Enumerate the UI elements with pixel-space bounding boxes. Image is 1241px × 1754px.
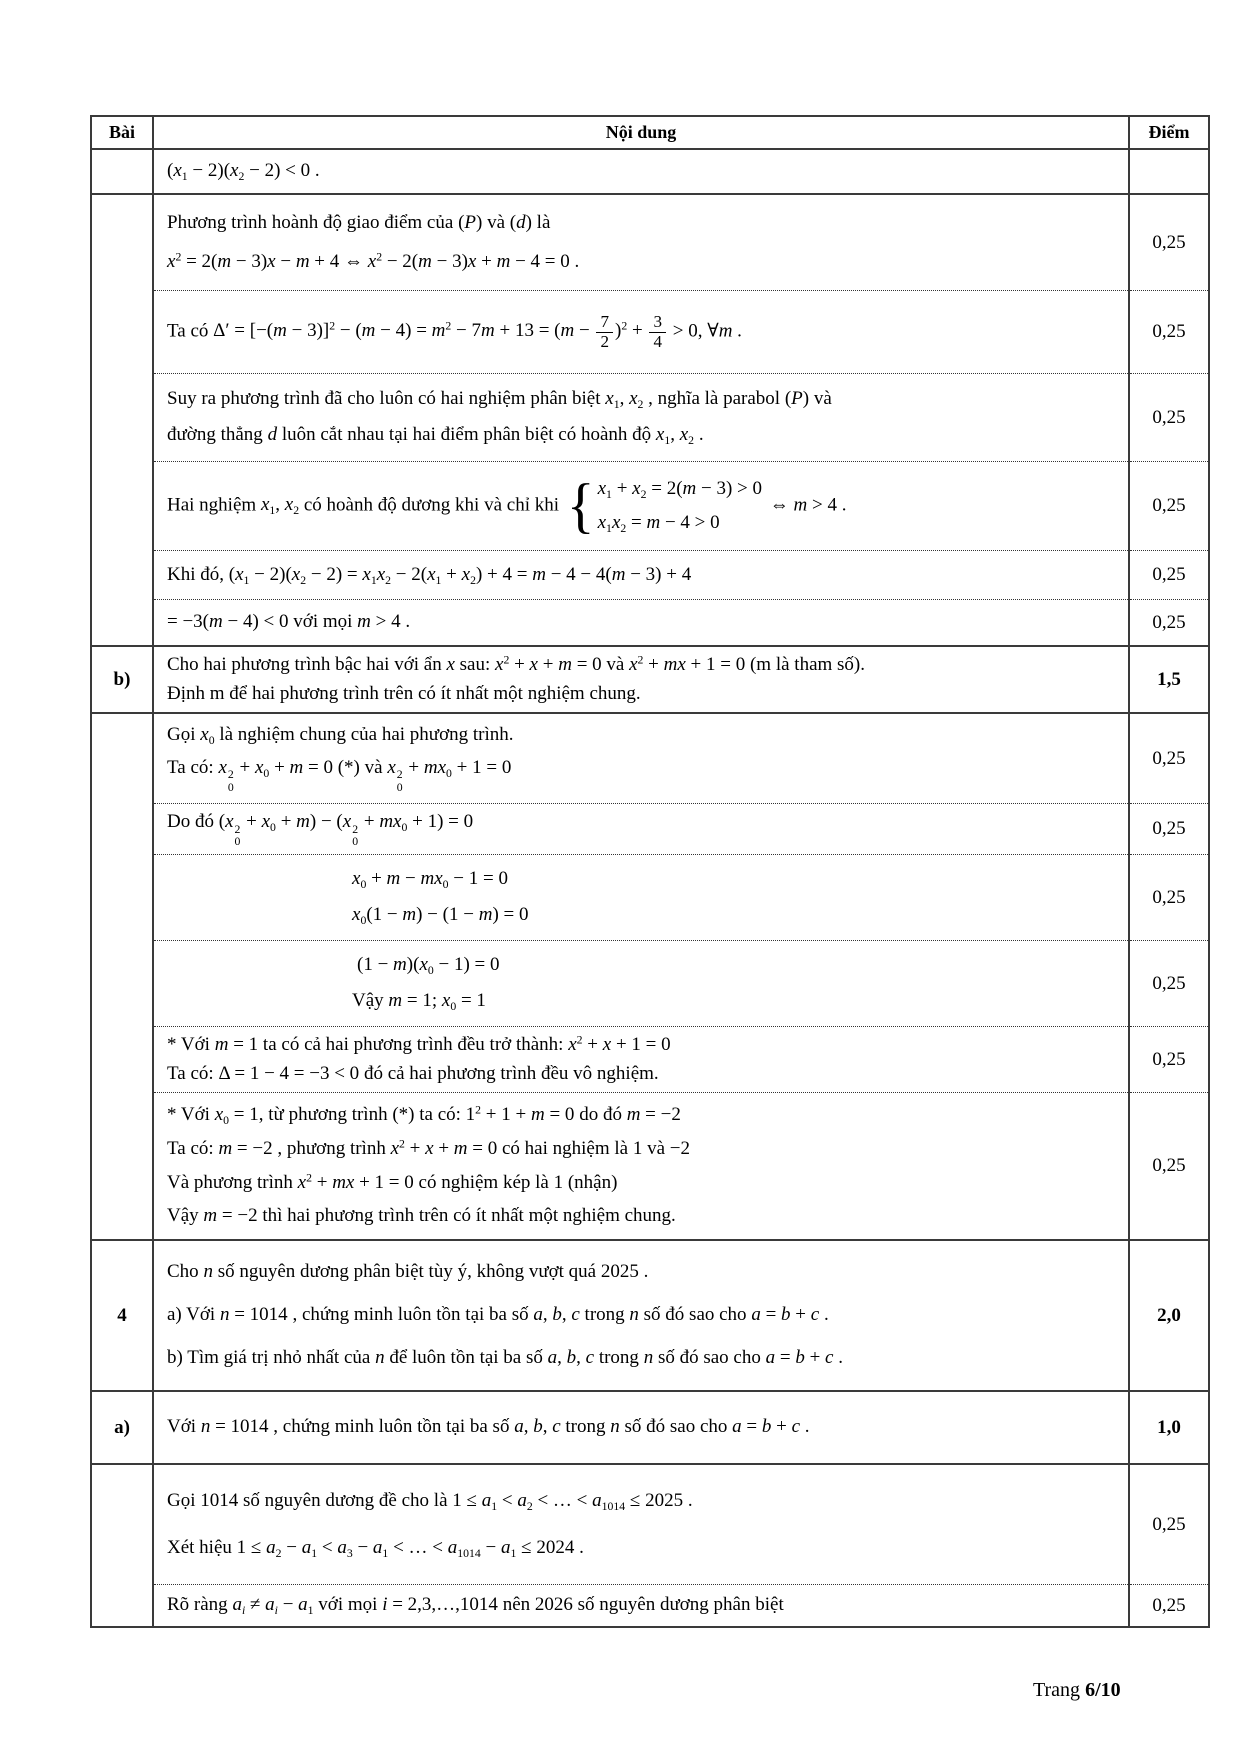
- math-run: (P): [784, 387, 810, 409]
- math-run: $(x_1 - 2)(x_2 - 2) < 0$ .: [167, 160, 320, 184]
- text-run: luôn cắt nhau tại hai điểm phân biệt có hoành độ: [281, 424, 656, 446]
- text-run: thì hai phương trình trên có ít nhất một nghiệm chung.: [257, 1205, 676, 1227]
- text-run: với mọi: [288, 611, 358, 633]
- math-run: $x^2 + x + m = 0$: [495, 653, 602, 675]
- content-line: [167, 471, 1120, 540]
- text-run: trong: [594, 1347, 644, 1369]
- col-header-diem: Điểm: [1129, 116, 1209, 149]
- text-run: Ta có:: [167, 1137, 219, 1159]
- math-run: $x^2$ + mx + 1 = 0: [297, 1171, 414, 1193]
- content-line: [167, 1489, 1120, 1514]
- math-run: $x_0 = 1$,: [214, 1104, 264, 1128]
- math-run: m = 1; $x_0 = 1$: [388, 990, 486, 1014]
- content-line: [167, 1346, 1120, 1371]
- table-row: [91, 804, 1209, 855]
- table-row: [91, 291, 1209, 374]
- text-run: , chứng minh luôn tồn tại ba số: [268, 1416, 515, 1438]
- text-run: , nghĩa là parabol: [643, 387, 785, 409]
- content-cell: [153, 600, 1129, 647]
- page-number: [1033, 1679, 1121, 1702]
- text-run: .: [800, 1416, 810, 1438]
- stacked-script: 2 0: [396, 768, 403, 794]
- table-row: [91, 713, 1209, 804]
- math-run: a = b + c: [732, 1416, 801, 1438]
- score-cell: 0,25: [1129, 551, 1209, 600]
- score-cell: 0,25: [1129, 462, 1209, 551]
- problem-label-cell: [91, 1464, 153, 1627]
- text-run: Cho: [167, 1261, 204, 1283]
- text-run: có hoành độ dương khi và chỉ khi: [299, 494, 564, 516]
- math-run: $1^2 + 1 + m = 0$: [465, 1103, 575, 1126]
- left-brace: {: [566, 471, 595, 540]
- text-run: Vậy: [167, 1205, 204, 1227]
- table-row: [91, 1585, 1209, 1628]
- text-run: Định m để hai phương trình trên có ít nhất một nghiệm chung.: [167, 682, 641, 704]
- content-line: [167, 867, 1120, 892]
- problem-label-cell: [91, 713, 153, 1240]
- text-run: là: [531, 211, 551, 233]
- text-run: và: [359, 756, 388, 778]
- math-run: n: [375, 1347, 385, 1369]
- content-cell: [153, 374, 1129, 462]
- content-line: [167, 1415, 1120, 1440]
- math-run: n: [203, 1261, 213, 1283]
- text-run: Phương trình hoành độ giao điểm của: [167, 211, 459, 233]
- math-run: n = 1014: [219, 1304, 288, 1326]
- content-line: [167, 563, 1120, 588]
- table-row: [91, 551, 1209, 600]
- content-cell: [153, 855, 1129, 941]
- math-run: $x^2 + x + 1 = 0$: [568, 1033, 671, 1055]
- text-run: đường thẳng: [167, 424, 268, 446]
- math-run: $\Delta' = [-(m - 3)]^2 - (m - 4) = m^2 - 7m + 13 = (m$ −: [213, 319, 595, 342]
- content-line: [167, 1033, 1120, 1058]
- content-line: [167, 1204, 1120, 1229]
- math-run: m = −2: [626, 1104, 681, 1126]
- content-line: [167, 723, 1120, 748]
- math-run: ⇔ m > 4 .: [765, 494, 847, 516]
- content-line: [167, 211, 1120, 236]
- text-run: Cho hai phương trình bậc hai với ẩn: [167, 653, 447, 675]
- page-number-value: 6/10: [1085, 1679, 1121, 1701]
- math-run: n: [629, 1304, 639, 1326]
- table-row: [91, 941, 1209, 1027]
- table-row: [91, 194, 1209, 291]
- table-row: [91, 462, 1209, 551]
- table-row: [91, 855, 1209, 941]
- text-run: đó cả hai phương trình đều vô nghiệm.: [359, 1062, 659, 1084]
- stacked-script: 2 0: [227, 768, 234, 794]
- math-run: )$^2$ +: [615, 319, 648, 342]
- text-run: và: [482, 211, 510, 233]
- content-line: [167, 1260, 1120, 1285]
- content-cell: [153, 1391, 1129, 1464]
- math-run: $x_0(1 - m) - (1 - m) = 0$: [352, 904, 529, 928]
- text-run: trong: [579, 1304, 630, 1326]
- content-cell: [153, 1240, 1129, 1391]
- math-run: $x_1$, $x_2$: [260, 494, 300, 518]
- fraction: $\frac{3}{4}$: [649, 313, 666, 352]
- content-line: [167, 387, 1120, 412]
- math-run: $1 \le a_1 < a_2$ < … < $a_{1014} \le 2025$ .: [452, 1489, 693, 1513]
- text-run: do đó: [574, 1104, 627, 1126]
- text-run: nên 2026 số nguyên dương phân biệt: [497, 1594, 784, 1616]
- problem-label-cell: a): [91, 1391, 153, 1464]
- text-run: có nghiệm kép là 1 (nhận): [413, 1171, 618, 1193]
- table-row: [91, 1093, 1209, 1241]
- math-run: a = b + c: [751, 1304, 820, 1326]
- math-run: $x^2 = 2(m - 3)x - m + 4$ ⇔ $x^2 - 2(m - 3)x + m - 4 = 0$ .: [167, 250, 580, 272]
- text-run: Và phương trình: [167, 1171, 298, 1193]
- content-line: [167, 653, 1120, 678]
- math-run: $x_1$, $x_2$: [655, 424, 695, 448]
- text-run: và: [809, 387, 832, 409]
- content-line: [167, 1593, 1120, 1618]
- math-run: (d): [509, 211, 532, 233]
- content-line: [167, 756, 1120, 795]
- score-cell: 1,0: [1129, 1391, 1209, 1464]
- math-run: m = 1: [214, 1033, 259, 1055]
- score-cell: 0,25: [1129, 855, 1209, 941]
- table-row: [91, 646, 1209, 713]
- math-run: (x 2 0 + $x_0 + m) - (x$ 2 0 + $mx_0 + 1) = 0$: [218, 810, 474, 848]
- content-line: [167, 810, 1120, 849]
- text-run: Ta có:: [167, 1062, 219, 1084]
- problem-label-cell: b): [91, 646, 153, 713]
- math-run: $x_0 + m - mx_0 - 1 = 0$: [352, 868, 508, 892]
- text-run: số đó sao cho: [638, 1304, 752, 1326]
- content-line: [167, 1303, 1120, 1328]
- math-run: n = 1014: [200, 1416, 269, 1438]
- math-run: Δ = 1 − 4 = −3 < 0: [218, 1062, 360, 1084]
- text-run: sau:: [454, 653, 495, 675]
- math-run: a = b + c: [765, 1347, 834, 1369]
- answer-key-table: [90, 115, 1210, 1628]
- content-line: [167, 610, 1120, 635]
- problem-label-cell: [91, 194, 153, 646]
- content-cell: [153, 1027, 1129, 1093]
- table-row: [91, 374, 1209, 462]
- content-cell: [153, 194, 1129, 291]
- math-run: $a_i \ne a_i - a_1$: [232, 1594, 314, 1618]
- page-number-prefix: Trang: [1033, 1679, 1086, 1701]
- text-run: .: [819, 1304, 829, 1326]
- problem-label-cell: [91, 149, 153, 194]
- math-run: a, b, c: [547, 1347, 595, 1369]
- math-run: x 2 0 + $x_0 + m = 0$ (*): [218, 756, 360, 794]
- text-run: (m là tham số).: [745, 653, 866, 675]
- table-row: [91, 1391, 1209, 1464]
- text-run: * Với: [167, 1033, 215, 1055]
- content-cell: [153, 713, 1129, 804]
- math-run: x: [446, 653, 455, 675]
- math-run: m > 4 .: [357, 611, 411, 633]
- math-run: $x^2 + x + m = 0$: [390, 1137, 498, 1159]
- problem-label-cell: 4: [91, 1240, 153, 1391]
- text-run: Vậy: [352, 990, 389, 1012]
- text-run: .: [694, 424, 704, 446]
- math-run: n: [643, 1347, 654, 1369]
- math-run: $1 \le a_2 - a_1 < a_3 - a_1$ < … < $a_{1014} - a_1 \le 2024$ .: [236, 1536, 584, 1560]
- score-cell: 0,25: [1129, 1093, 1209, 1241]
- text-run: Suy ra phương trình đã cho luôn có hai nghiệm phân biệt: [167, 387, 606, 409]
- math-run: $x_0$: [200, 723, 215, 748]
- text-run: số đó sao cho: [619, 1416, 733, 1438]
- math-run: > 0, ∀m .: [668, 320, 742, 342]
- table-row: [91, 600, 1209, 647]
- text-run: Ta có: [167, 320, 214, 342]
- content-cell: [153, 804, 1129, 855]
- text-run: Với: [167, 1416, 201, 1438]
- math-run: m = −2: [203, 1205, 258, 1227]
- content-cell: [153, 646, 1129, 713]
- score-cell: 0,25: [1129, 374, 1209, 462]
- score-cell: 0,25: [1129, 1585, 1209, 1628]
- text-run: Do đó: [167, 810, 219, 832]
- math-run: m = −2: [218, 1137, 273, 1159]
- text-run: Ta có:: [167, 756, 219, 778]
- math-run: $x^2$ + mx + 1 = 0: [629, 653, 746, 675]
- table-header-row: [91, 116, 1209, 149]
- content-line: [167, 903, 1120, 928]
- text-run: Rõ ràng: [167, 1594, 233, 1616]
- stacked-script: 2 0: [234, 822, 241, 848]
- content-line: [167, 1536, 1120, 1561]
- content-line: [167, 1062, 1120, 1087]
- table-row: [91, 1464, 1209, 1585]
- content-line: [167, 682, 1120, 707]
- text-run: b) Tìm giá trị nhỏ nhất của: [167, 1347, 376, 1369]
- score-cell: 0,25: [1129, 713, 1209, 804]
- content-cell: [153, 941, 1129, 1027]
- math-run: (P): [458, 211, 483, 233]
- score-cell: 0,25: [1129, 194, 1209, 291]
- table-row: [91, 149, 1209, 194]
- text-run: số đó sao cho: [653, 1347, 766, 1369]
- content-line: [167, 159, 1120, 184]
- text-run: , phương trình: [272, 1137, 391, 1159]
- score-cell: 0,25: [1129, 291, 1209, 374]
- system-of-equations: [566, 471, 763, 540]
- content-cell: [153, 291, 1129, 374]
- math-run: a, b, c: [514, 1416, 561, 1438]
- content-line: [167, 1137, 1120, 1162]
- text-run: và: [601, 653, 630, 675]
- content-line: [167, 1103, 1120, 1128]
- table-row: [91, 1027, 1209, 1093]
- math-run: −2: [669, 1137, 690, 1159]
- math-run: x 2 0 + $mx_0 + 1 = 0$: [387, 756, 512, 794]
- text-run: trong: [560, 1416, 611, 1438]
- text-run: .: [833, 1347, 843, 1369]
- content-line: [167, 1171, 1120, 1196]
- math-run: = −3(m − 4) < 0: [167, 611, 289, 633]
- text-run: là nghiệm chung của hai phương trình.: [214, 723, 514, 745]
- score-cell: 0,25: [1129, 600, 1209, 647]
- text-run: Khi đó,: [167, 563, 229, 585]
- score-cell: 0,25: [1129, 1027, 1209, 1093]
- math-run: $(x_1 - 2)(x_2 - 2) = x_1x_2 - 2(x_1 + x_2) + 4 = m - 4 - 4(m - 3) + 4$: [228, 563, 692, 587]
- math-run: a, b, c: [533, 1304, 580, 1326]
- text-run: Hai nghiệm: [167, 494, 261, 516]
- content-cell: [153, 1093, 1129, 1241]
- math-run: i = 2,3,…,1014: [382, 1594, 498, 1616]
- text-run: Xét hiệu: [167, 1536, 237, 1558]
- score-cell: 0,25: [1129, 804, 1209, 855]
- text-run: Gọi: [167, 723, 201, 745]
- col-header-noidung: Nội dung: [153, 116, 1129, 149]
- math-run: n: [610, 1416, 620, 1438]
- text-run: từ phương trình (*) ta có:: [263, 1104, 466, 1126]
- math-run: d: [267, 424, 278, 446]
- fraction: $\frac{7}{2}$: [596, 313, 613, 352]
- case-line: $x_1x_2 = m - 4 > 0$: [597, 511, 720, 535]
- content-line: [167, 989, 1120, 1014]
- stacked-script: 2 0: [352, 822, 359, 848]
- content-cell: [153, 551, 1129, 600]
- content-cell: [153, 1585, 1129, 1628]
- text-run: , chứng minh luôn tồn tại ba số: [287, 1304, 534, 1326]
- case-line: $x_1 + x_2 = 2(m - 3) > 0$: [597, 477, 763, 501]
- text-run: có hai nghiệm là 1 và: [497, 1137, 670, 1159]
- content-cell: [153, 462, 1129, 551]
- content-line: [167, 250, 1120, 275]
- text-run: Gọi 1014 số nguyên dương đề cho là: [167, 1489, 453, 1511]
- col-header-bai: Bài: [91, 116, 153, 149]
- text-run: * Với: [167, 1104, 215, 1126]
- text-run: số nguyên dương phân biệt tùy ý, không vượt quá 2025 .: [212, 1261, 649, 1283]
- table-row: [91, 1240, 1209, 1391]
- text-run: để luôn tồn tại ba số: [384, 1347, 548, 1369]
- score-cell: [1129, 149, 1209, 194]
- content-line: [167, 313, 1120, 352]
- content-line: [167, 423, 1120, 448]
- text-run: a) Với: [167, 1304, 220, 1326]
- math-run: $(1 - m)(x_0 - 1) = 0$: [357, 954, 500, 978]
- math-run: $x_1$, $x_2$: [605, 387, 644, 411]
- text-run: ta có cả hai phương trình đều trở thành:: [258, 1033, 569, 1055]
- score-cell: 0,25: [1129, 941, 1209, 1027]
- content-cell: [153, 1464, 1129, 1585]
- score-cell: 0,25: [1129, 1464, 1209, 1585]
- text-run: với mọi: [313, 1594, 383, 1616]
- score-cell: 1,5: [1129, 646, 1209, 713]
- content-cell: [153, 149, 1129, 194]
- score-cell: 2,0: [1129, 1240, 1209, 1391]
- content-line: [167, 953, 1120, 978]
